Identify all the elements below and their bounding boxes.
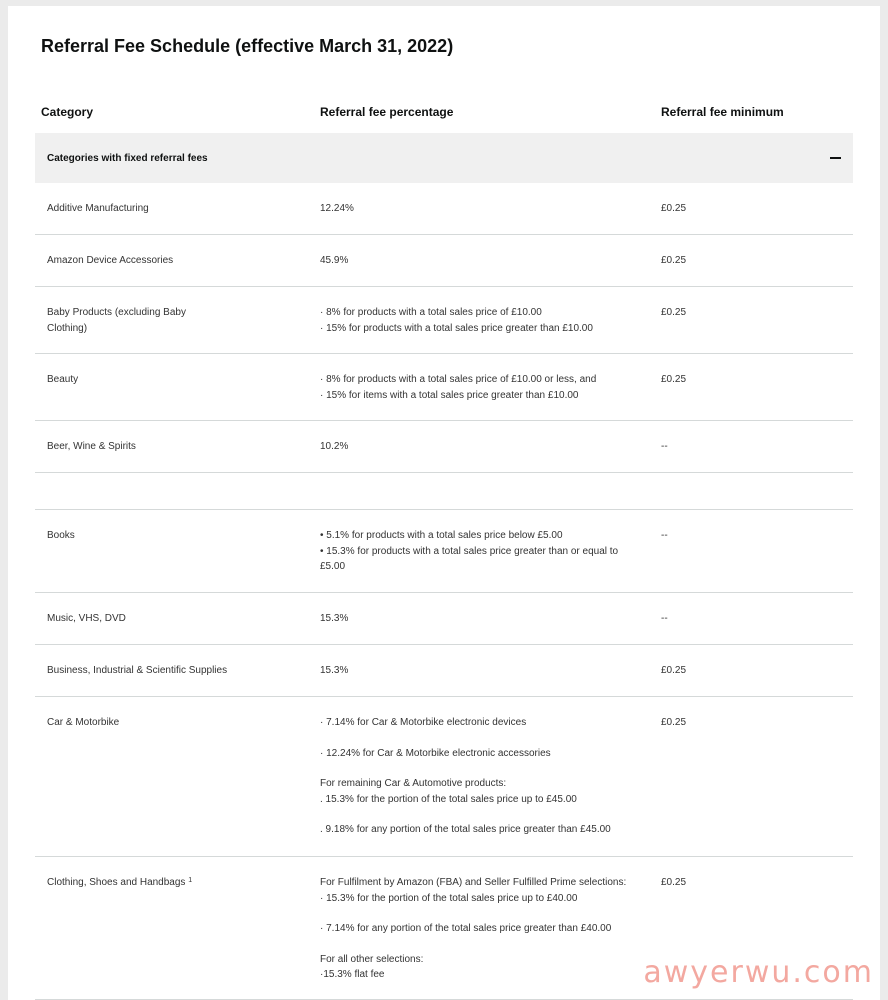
- table-row: [35, 235, 853, 287]
- fee-minimum-cell: £0.25: [661, 717, 687, 728]
- fee-text: [320, 937, 650, 952]
- table-row: [35, 593, 853, 645]
- fee-text: For all other selections:: [320, 953, 424, 965]
- category-cell: [47, 305, 217, 336]
- fee-percentage-cell: [320, 491, 650, 506]
- category-text: Business, Industrial & Scientific Supplies: [47, 665, 228, 676]
- fee-text: [320, 731, 650, 746]
- fee-percentage-cell: [320, 663, 650, 679]
- fee-text: For Fulfilment by Amazon (FBA) and Seller Fulfilled Prime selections:: [320, 877, 627, 888]
- fee-minimum-cell: £0.25: [661, 374, 687, 385]
- fee-percentage-cell: [320, 305, 650, 336]
- category-text: Beer, Wine & Spirits: [47, 441, 136, 452]
- fee-minimum-cell: £0.25: [661, 665, 687, 676]
- fee-text: 10.2%: [320, 441, 349, 452]
- fee-percentage-cell: [320, 253, 650, 269]
- category-cell: [47, 372, 217, 388]
- category-cell: [47, 253, 217, 269]
- fee-text: 12.24%: [320, 203, 354, 214]
- fee-text: For remaining Car & Automotive products:: [320, 778, 507, 789]
- fee-minimum-cell: --: [661, 613, 668, 624]
- fee-text: [320, 491, 650, 506]
- category-text: Baby Products (excluding Baby: [47, 307, 186, 318]
- section-fixed-fees[interactable]: [35, 133, 853, 183]
- fee-percentage-cell: [320, 875, 650, 983]
- table-row: [35, 645, 853, 697]
- category-cell: [47, 528, 217, 544]
- fee-percentage-cell: [320, 372, 650, 403]
- fee-percentage-cell: [320, 201, 650, 217]
- table-row: [35, 183, 853, 235]
- fee-minimum-cell: --: [661, 441, 668, 452]
- fee-minimum-cell: £0.25: [661, 307, 687, 318]
- fee-text: 15.3%: [320, 613, 349, 624]
- fee-table-body: [35, 183, 853, 1000]
- fee-text: [320, 906, 650, 921]
- table-row: [35, 421, 853, 473]
- category-cell: [47, 439, 217, 455]
- fee-text: [320, 761, 650, 776]
- fee-text: • 15.3% for products with a total sales price greater than or equal to: [320, 545, 619, 557]
- column-header-percentage: Referral fee percentage: [320, 105, 454, 119]
- category-text: Books: [47, 530, 75, 541]
- category-text: Clothing): [47, 322, 88, 334]
- collapse-minus-icon[interactable]: [830, 157, 841, 159]
- section-label: Categories with fixed referral fees: [47, 153, 208, 164]
- fee-text: · 15% for products with a total sales price greater than £10.00: [320, 322, 593, 334]
- column-header-category: Category: [41, 105, 94, 119]
- table-row: [35, 510, 853, 593]
- fee-text: · 12.24% for Car & Motorbike electronic accessories: [320, 747, 551, 759]
- fee-text: • 5.1% for products with a total sales price below £5.00: [320, 530, 563, 541]
- category-text: Amazon Device Accessories: [47, 255, 174, 266]
- fee-minimum-cell: £0.25: [661, 255, 687, 266]
- category-text: Additive Manufacturing: [47, 203, 149, 214]
- category-text: Music, VHS, DVD: [47, 613, 126, 624]
- category-text: Beauty: [47, 374, 79, 385]
- fee-text: 45.9%: [320, 255, 349, 266]
- page-title: Referral Fee Schedule (effective March 31, 2022): [41, 36, 454, 56]
- category-cell: [47, 201, 217, 217]
- fee-percentage-cell: [320, 611, 650, 627]
- category-cell: [47, 875, 217, 891]
- fee-text: [320, 807, 650, 822]
- category-cell: [47, 611, 217, 627]
- fee-minimum-cell: --: [661, 530, 668, 541]
- fee-text: . 15.3% for the portion of the total sales price up to £45.00: [320, 793, 577, 805]
- fee-schedule-card: [8, 6, 880, 1000]
- fee-text: · 7.14% for any portion of the total sales price greater than £40.00: [320, 923, 612, 934]
- category-text: Car & Motorbike: [47, 717, 120, 728]
- fee-text: · 8% for products with a total sales price of £10.00: [320, 307, 542, 318]
- fee-percentage-cell: [320, 715, 650, 838]
- category-cell: [47, 663, 228, 679]
- fee-text: · 7.14% for Car & Motorbike electronic devices: [320, 717, 527, 728]
- table-row: [35, 473, 853, 510]
- fee-text: . 9.18% for any portion of the total sales price greater than £45.00: [320, 824, 611, 835]
- fee-text: ·15.3% flat fee: [320, 969, 385, 980]
- fee-minimum-cell: £0.25: [661, 877, 687, 888]
- table-header: [35, 96, 853, 138]
- fee-text: · 15.3% for the portion of the total sales price up to £40.00: [320, 892, 578, 904]
- column-header-minimum: Referral fee minimum: [661, 105, 784, 119]
- category-cell: [47, 715, 217, 731]
- table-row: [35, 697, 853, 857]
- fee-text: 15.3%: [320, 665, 349, 676]
- table-row: [35, 287, 853, 354]
- table-row: [35, 354, 853, 421]
- fee-percentage-cell: [320, 439, 650, 455]
- fee-text: · 8% for products with a total sales price of £10.00 or less, and: [320, 374, 597, 385]
- fee-text: £5.00: [320, 561, 346, 572]
- fee-text: · 15% for items with a total sales price greater than £10.00: [320, 389, 579, 401]
- fee-percentage-cell: [320, 528, 650, 575]
- watermark-text: awyerwu.com: [643, 955, 874, 990]
- fee-minimum-cell: £0.25: [661, 203, 687, 214]
- footnote-marker[interactable]: 1: [188, 877, 193, 884]
- category-text: Clothing, Shoes and Handbags $^1$: [47, 877, 193, 888]
